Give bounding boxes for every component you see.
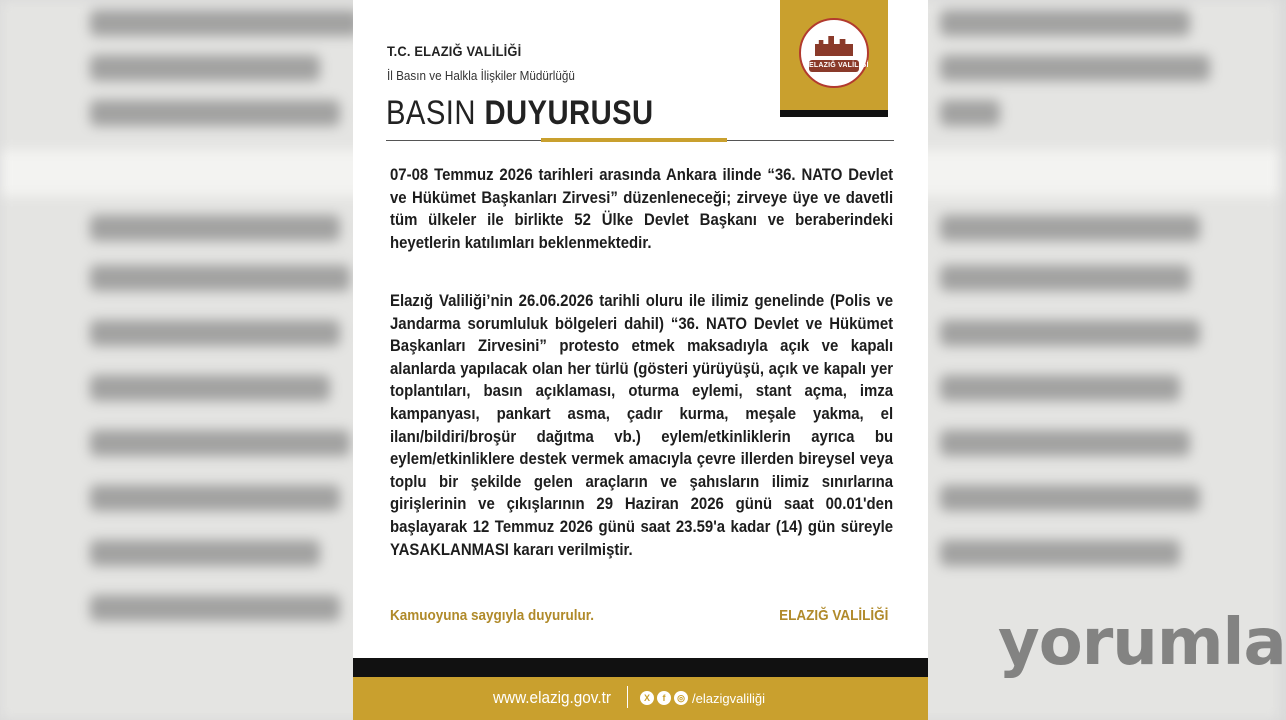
headline-bold: DUYURUSU [484, 94, 654, 132]
header-accent-bar [541, 138, 727, 142]
press-release-document [353, 0, 928, 720]
x-icon[interactable]: X [640, 691, 654, 705]
signature: ELAZIĞ VALİLİĞİ [778, 607, 888, 624]
organization-title: T.C. ELAZIĞ VALİLİĞİ [387, 43, 522, 59]
website-link[interactable]: www.elazig.gov.tr [493, 688, 611, 707]
closing-note: Kamuoyuna saygıyla duyurulur. [390, 607, 595, 624]
watermark-logo: yorumla [998, 606, 1286, 680]
governorship-seal-logo [799, 18, 869, 88]
organization-subtitle: İl Basın ve Halkla İlişkiler Müdürlüğü [387, 68, 575, 83]
instagram-icon[interactable]: ◎ [674, 691, 688, 705]
logo-panel-underline [780, 110, 888, 117]
seal-label: ELAZIĞ VALİLİĞİ [809, 60, 859, 72]
footer-separator [627, 686, 628, 708]
headline-light: BASIN [386, 94, 485, 132]
castle-icon [815, 36, 853, 56]
announcement-paragraph-1: 07-08 Temmuz 2026 tarihleri arasında Ankara ilinde “36. NATO Devlet ve Hükümet Başkanları Zirvesi” düzenleneceği; zirveye üye ve davetli tüm ülkeler ile birlikte 52 Ülke Devlet Başkanı ve beraberindeki heyetlerin katılımları beklenmektedir. [390, 165, 894, 252]
announcement-paragraph-2: Elazığ Valiliği’nin 26.06.2026 tarihli oluru ile ilimiz genelinde (Polis ve Jandarma sorumluluk bölgeleri dahil) “36. NATO Devlet ve Hükümet Başkanları Zirvesini” protesto etmek maksadıyla açık ve kapalı alanlarda yapılacak olan her türlü (gösteri yürüyüşü, açık ve kapalı yer toplantıları, basın açıklaması, oturma eylemi, stant açma, imza kampanyası, pankart asma, çadır kurma, meşale yakma, el ilanı/bildiri/broşür dağıtma vb.) eylem/etkinliklerin ayrıca bu eylem/etkinliklere destek vermek amacıyla çevre illerden bireysel veya toplu bir şekilde gelen araçların ve şahısların ilimiz sınırlarına girişlerinin ve çıkışlarının 29 Haziran 2026 günü saat 00.01'den başlayarak 12 Temmuz 2026 günü saat 23.59'a kadar (14) gün süreyle YASAKLANMASI kararı verilmiştir. [390, 291, 894, 559]
footer-black-bar [353, 658, 928, 677]
facebook-icon[interactable]: f [657, 691, 671, 705]
social-handle[interactable]: /elazigvaliliği [692, 691, 765, 706]
document-headline [386, 94, 654, 133]
